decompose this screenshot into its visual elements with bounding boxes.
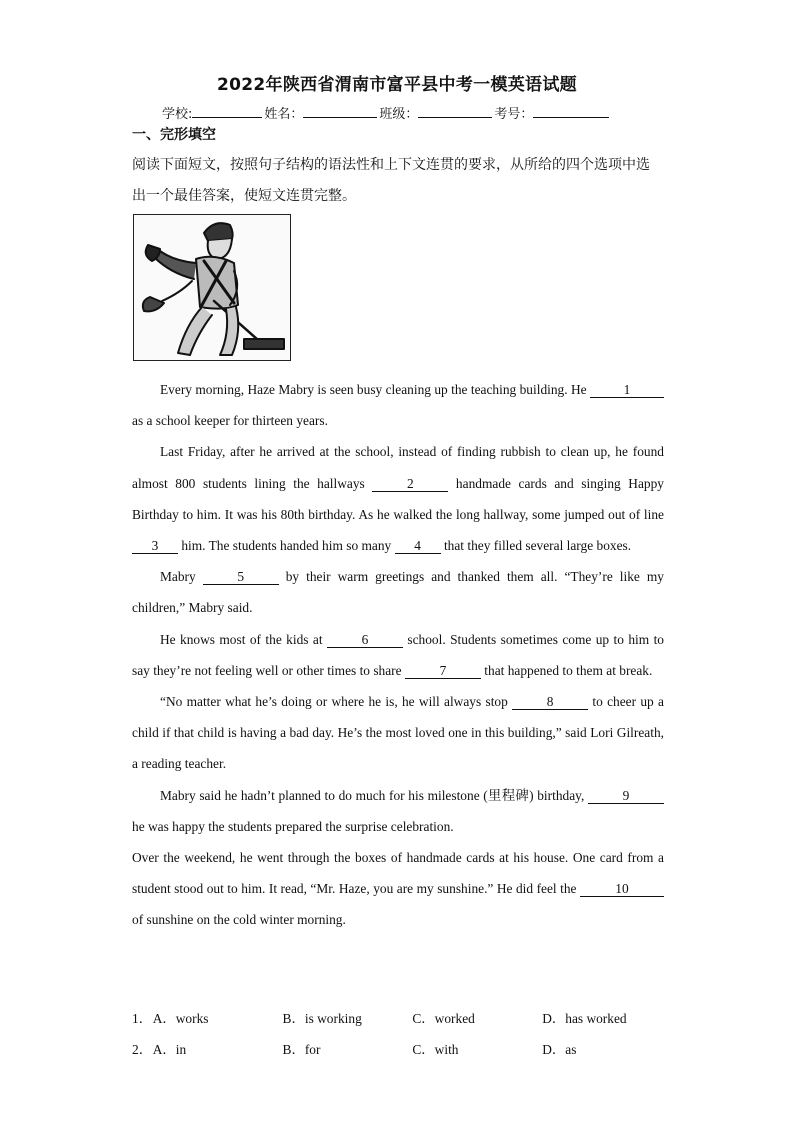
passage-text: handmade cards and singing Happy Birthday to him. It was his 80th birthday. As he walked the long hallway, some jumped out of line [132, 475, 664, 522]
question-row [132, 1002, 672, 1033]
passage-text: Mabry [160, 569, 203, 585]
option-a[interactable]: A．works [152, 1011, 209, 1026]
blank-4[interactable]: 4 [395, 538, 441, 554]
blank-2[interactable]: 2 [372, 476, 448, 492]
option-c[interactable]: C．with [412, 1042, 459, 1057]
passage-text: Over the weekend, he went through the boxes of handmade cards at his house. One card from a student stood out to him. It read, “Mr. Haze, you are my sunshine.” He did feel the [132, 850, 664, 897]
passage-text: him. The students handed him so many [178, 538, 395, 554]
passage-text: school. Students sometimes come up to him to say they’re not feeling well or other times to share [132, 631, 665, 678]
blank-6[interactable]: 6 [327, 632, 403, 648]
passage-text: of sunshine on the cold winter morning. [132, 912, 346, 928]
school-field[interactable] [192, 103, 262, 118]
question-number: 2． [132, 1042, 153, 1057]
passage-text: “No matter what he’s doing or where he is, he will always stop [160, 694, 513, 710]
option-d[interactable]: D．has worked [542, 1011, 627, 1026]
passage-text: he was happy the students prepared the surprise celebration. [132, 818, 454, 834]
blank-1[interactable]: 1 [590, 382, 664, 398]
option-c[interactable]: C．worked [412, 1011, 475, 1026]
passage-text: as a school keeper for thirteen years. [132, 413, 328, 429]
passage-text: that they filled several large boxes. [440, 538, 632, 554]
cloze-passage [132, 374, 664, 936]
paragraph-4 [132, 624, 664, 686]
paragraph-1 [132, 374, 664, 436]
passage-text: He knows most of the kids at [160, 631, 327, 647]
passage-text: Every morning, Haze Mabry is seen busy cleaning up the teaching building. He [160, 382, 590, 397]
class-label: 班级： [379, 107, 419, 122]
school-label: 学校: [162, 107, 193, 122]
passage-text: by their warm greetings and thanked them all. “They’re like my children,” Mabry said. [132, 569, 664, 616]
blank-9[interactable]: 9 [588, 788, 664, 804]
class-field[interactable] [418, 103, 492, 118]
passage-text: to cheer up a child if that child is having a bad day. He’s the most loved one in this building,” said Lori Gilreath, a reading teacher. [132, 694, 664, 772]
blank-5[interactable]: 5 [203, 569, 279, 585]
passage-text: Last Friday, after he arrived at the school, instead of finding rubbish to clean up, he found almost 800 students lining the hallways [132, 444, 664, 491]
janitor-sweeping-image [134, 215, 289, 359]
passage-text: that happened to them at break. [480, 662, 653, 678]
option-d[interactable]: D．as [542, 1042, 577, 1057]
instructions: 阅读下面短文，按照句子结构的语法性和上下文连贯的要求，从所给的四个选项中选出一个最佳答案，使短文连贯完整。 [132, 157, 650, 204]
passage-text: Mabry said he hadn’t planned to do much for his milestone (里程碑) birthday, [160, 787, 588, 803]
blank-8[interactable]: 8 [512, 694, 588, 710]
option-a[interactable]: A．in [152, 1042, 187, 1057]
page-title: 2022年陕西省渭南市富平县中考一模英语试题 [217, 75, 577, 95]
blank-10[interactable]: 10 [580, 881, 664, 897]
exam-number-field[interactable] [533, 103, 609, 118]
exam-number-label: 考号： [494, 107, 534, 122]
option-b[interactable]: B．is working [282, 1011, 362, 1026]
section-heading: 一、完形填空 [132, 127, 216, 143]
blank-7[interactable]: 7 [405, 663, 481, 679]
option-b[interactable]: B．for [282, 1042, 321, 1057]
paragraph-7 [132, 842, 664, 936]
name-field[interactable] [303, 103, 377, 118]
janitor-illustration [133, 214, 291, 361]
name-label: 姓名： [264, 107, 304, 122]
question-number: 1． [132, 1011, 153, 1026]
paragraph-2 [132, 436, 664, 561]
paragraph-6 [132, 780, 664, 842]
paragraph-3 [132, 561, 664, 623]
student-info-line [162, 103, 611, 122]
blank-3[interactable]: 3 [132, 538, 178, 554]
paragraph-5 [132, 686, 664, 780]
answer-options [132, 1002, 672, 1064]
question-row [132, 1033, 672, 1064]
